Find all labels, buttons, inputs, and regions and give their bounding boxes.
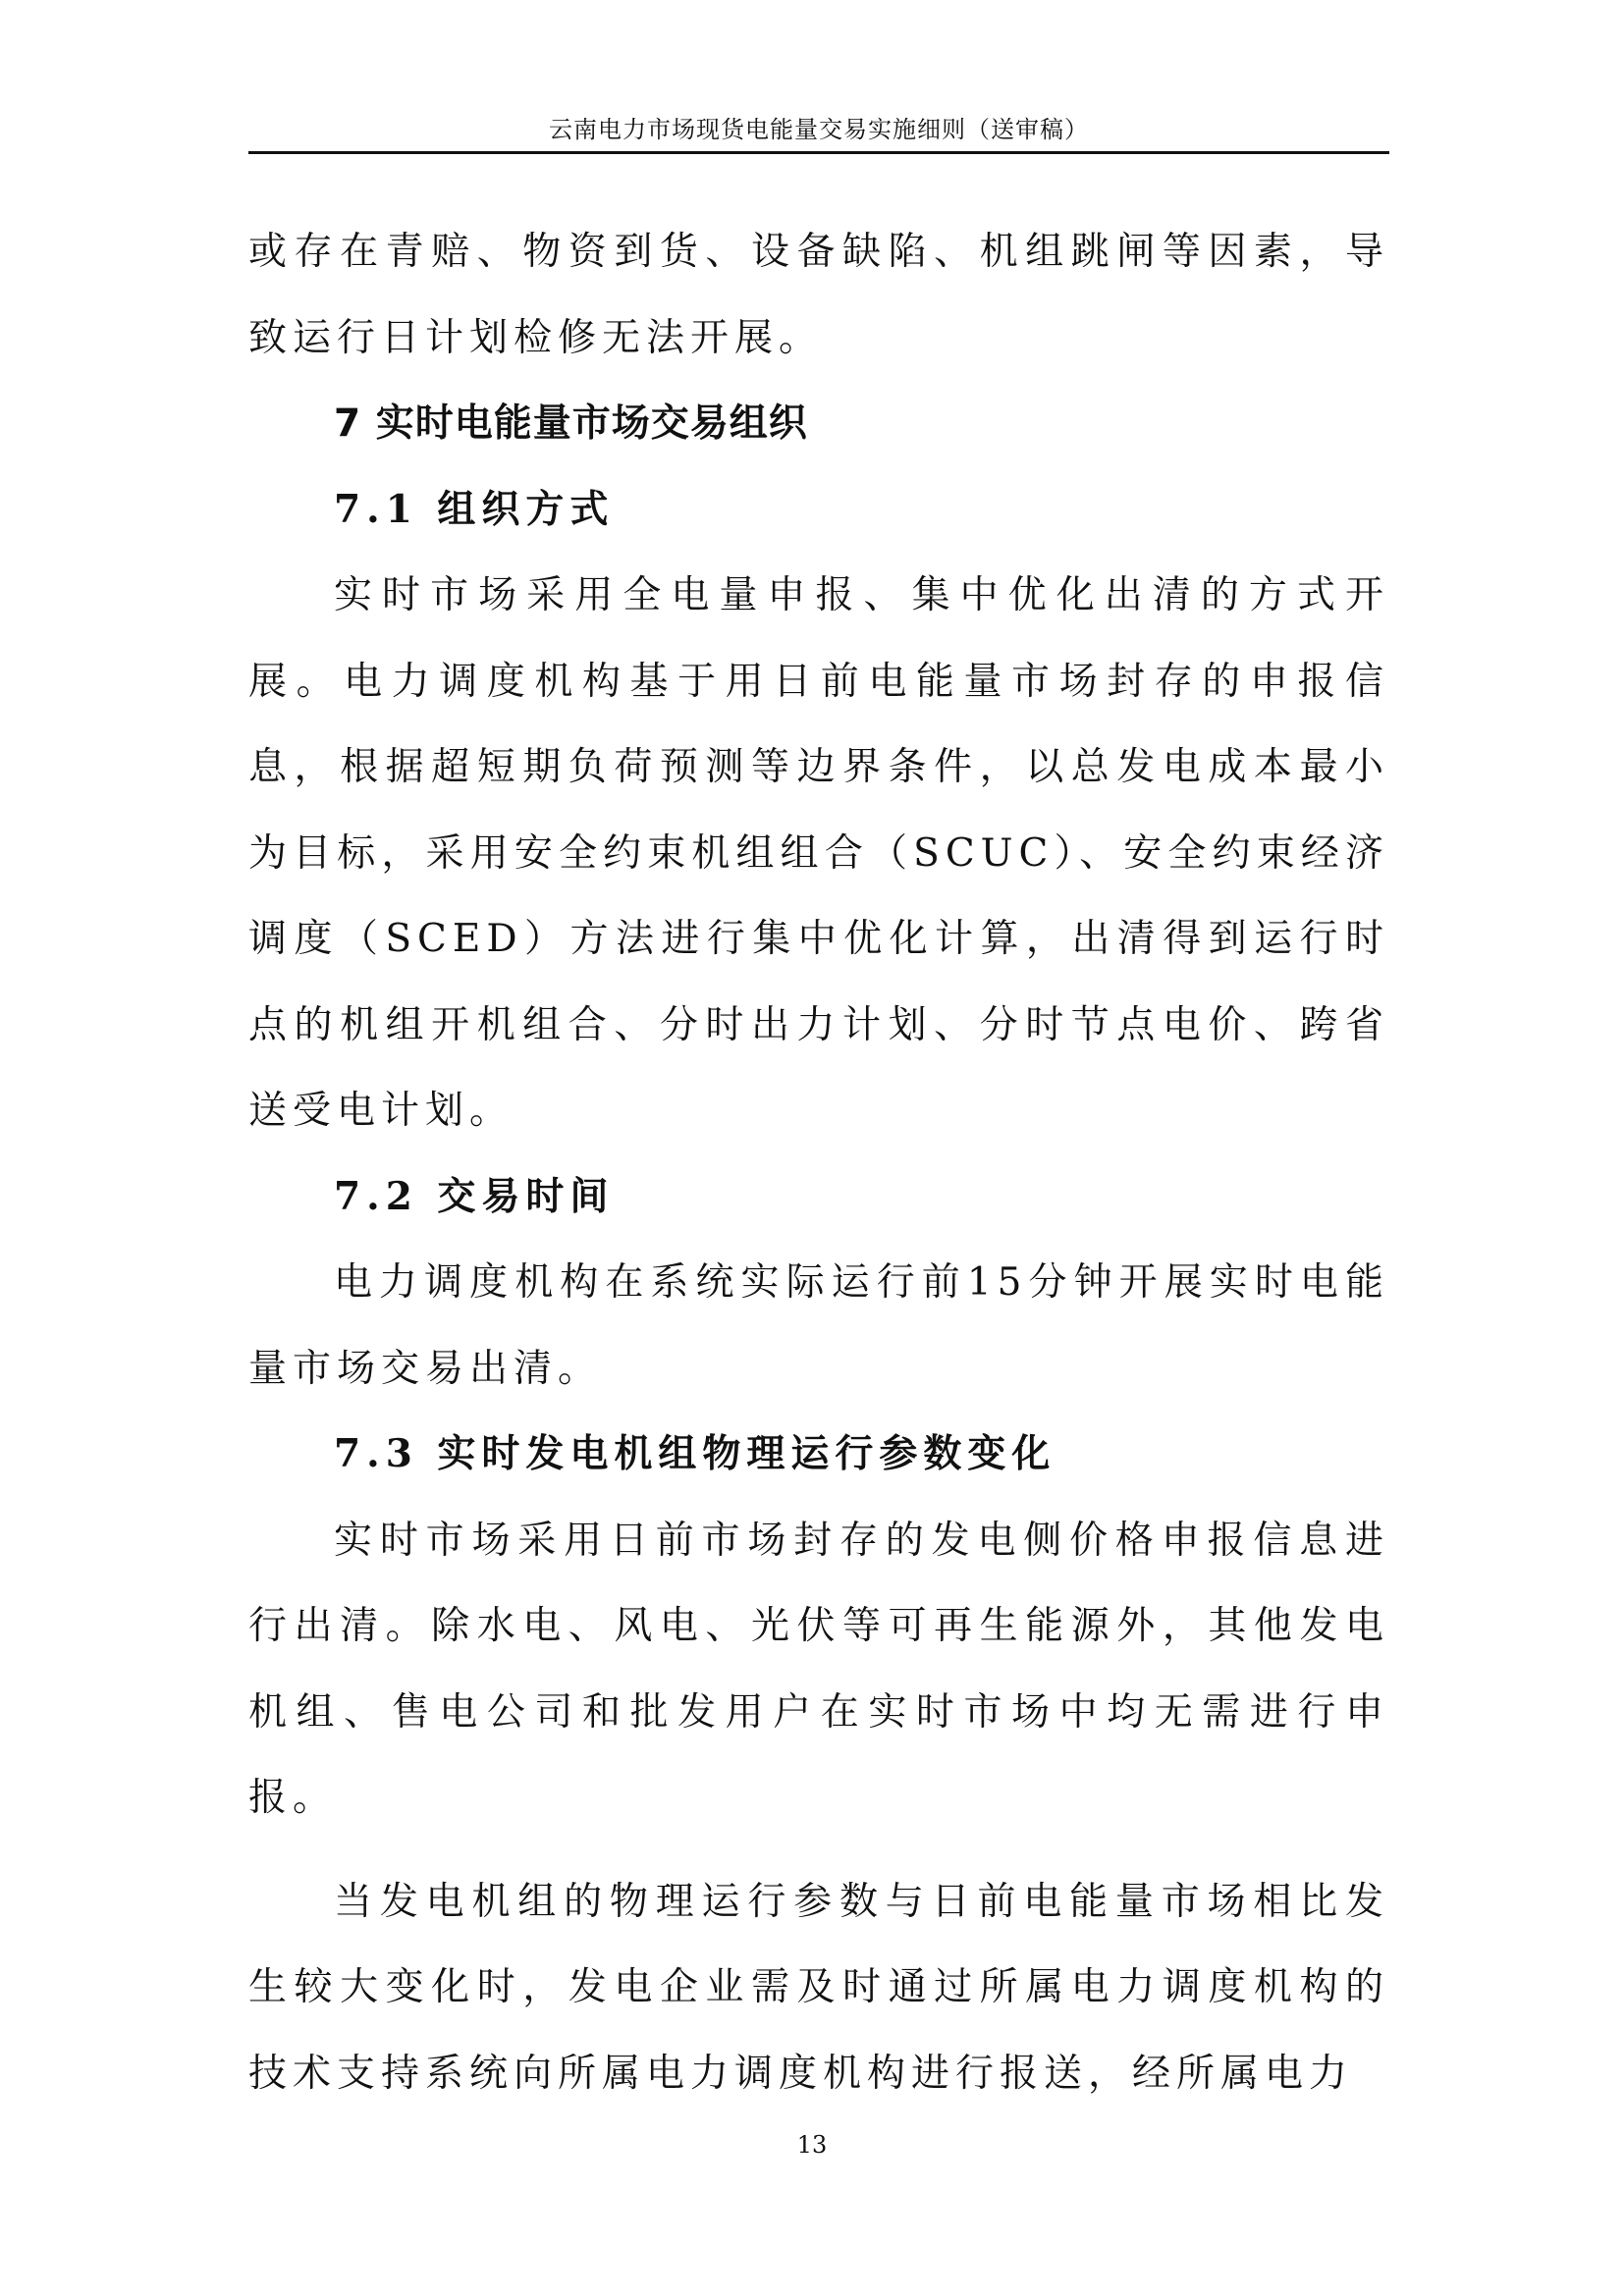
running-header: 云南电力市场现货电能量交易实施细则（送审稿） <box>549 116 1089 143</box>
paragraph-continued: 或存在青赔、物资到货、设备缺陷、机组跳闸等因素，导致运行日计划检修无法开展。 <box>248 230 1389 360</box>
paragraph-gap <box>248 1842 1389 1859</box>
section-7-2-heading: 7.2 交易时间 <box>334 1173 615 1219</box>
section-7-3-paragraph-2: 当发电机组的物理运行参数与日前电能量市场相比发生较大变化时，发电企业需及时通过所属电力调度机构的技术支持系统向所属电力调度机构进行报送，经所属电力 <box>248 1879 1389 2096</box>
document-body <box>248 209 1389 2116</box>
section-7-3-heading: 7.3 实时发电机组物理运行参数变化 <box>334 1431 1056 1476</box>
section-7-heading: 7 实时电能量市场交易组织 <box>334 401 808 446</box>
header-rule <box>248 151 1389 154</box>
section-7-2-paragraph: 电力调度机构在系统实际运行前15分钟开展实时电能量市场交易出清。 <box>248 1260 1389 1391</box>
page-number: 13 <box>796 2131 828 2159</box>
section-7-3-paragraph-1: 实时市场采用日前市场封存的发电侧价格申报信息进行出清。除水电、风电、光伏等可再生能源外，其他发电机组、售电公司和批发用户在实时市场中均无需进行申报。 <box>248 1518 1389 1820</box>
section-7-1-heading: 7.1 组织方式 <box>334 486 615 532</box>
section-7-1-paragraph: 实时市场采用全电量申报、集中优化出清的方式开展。电力调度机构基于用日前电能量市场封存的申报信息，根据超短期负荷预测等边界条件，以总发电成本最小为目标，采用安全约束机组组合（SCUC）、安全约束经济调度（SCED）方法进行集中优化计算，出清得到运行时点的机组开机组合、分时出力计划、分时节点电价、跨省送受电计划。 <box>248 573 1389 1133</box>
